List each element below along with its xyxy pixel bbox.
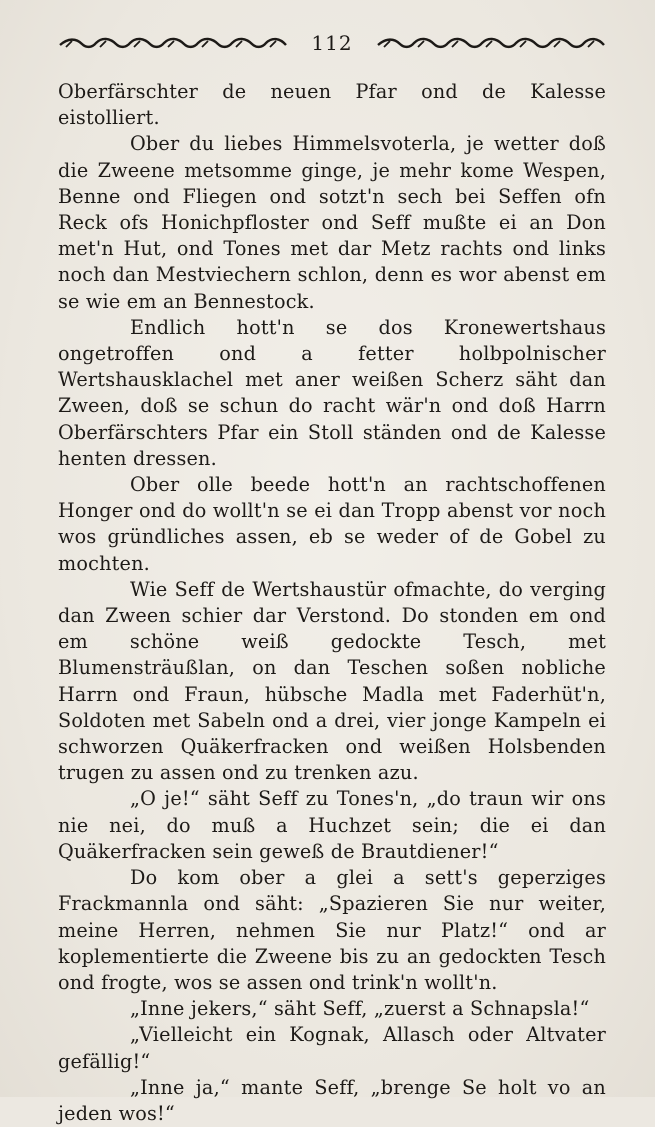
paragraph-5: Wie Seff de Wertshaustür ofmachte, do verging dan Zween schier dar Verstond. Do stonden em ond em schöne weiß gedockte Tesch, met Blumensträußlan, on dan Teschen soßen nobliche Harrn ond Fraun, hübsche Madla met Faderhüt'n, Soldoten met Sabeln ond a drei, vier jonge Kampeln ei schworzen Quäkerfracken ond weißen Holsbenden trugen zu assen ond zu trenken azu. — [58, 577, 606, 785]
paragraph-9: „Vielleicht ein Kognak, Allasch oder Altvater gefällig!“ — [58, 1023, 606, 1073]
paragraph-4: Ober olle beede hott'n an rachtschoffenen Honger ond do wollt'n se ei dan Tropp abenst vor noch wos gründliches assen, eb se weder of de Gobel zu mochten. — [58, 473, 606, 575]
left-scroll-ornament-icon — [58, 36, 288, 50]
paragraph-2: Ober du liebes Himmelsvoterla, je wetter doß die Zweene metsomme ginge, je mehr kome Wespen, Benne ond Fliegen ond sotzt'n sech bei Seffen ofn Reck ofs Honichpfloster ond Seff mußte ei an Don met'n Hut, ond Tones met dar Metz rachts ond links noch dan Mestviechern schlon, denn es wor abenst em se wie em an Bennestock. — [58, 132, 606, 313]
paragraph-1: Oberfärschter de neuen Pfar ond de Kalesse eistolliert. — [58, 80, 606, 130]
page-number: 112 — [311, 31, 353, 55]
paragraph-10: „Inne ja,“ mante Seff, „brenge Se holt vo an jeden wos!“ — [58, 1075, 606, 1125]
paragraph-6: „O je!“ säht Seff zu Tones'n, „do traun wir ons nie nei, do muß a Huchzet sein; die ei dan Quäkerfracken sein geweß de Brautdiener!“ — [58, 787, 606, 863]
page-header — [58, 30, 606, 56]
right-scroll-ornament-icon — [376, 36, 606, 50]
paragraph-3: Endlich hott'n se dos Kronewertshaus ongetroffen ond a fetter holbpolnischer Wertshausklachel met aner weißen Scherz säht dan Zween, doß se schun do racht wär'n ond doß Harrn Oberfärschters Pfar ein Stoll ständen ond de Kalesse henten dressen. — [58, 315, 606, 470]
paragraph-8: „Inne jekers,“ säht Seff, „zuerst a Schnapsla!“ — [130, 997, 590, 1021]
body-text — [58, 79, 606, 1127]
paragraph-7: Do kom ober a glei a sett's geperziges Frackmannla ond säht: „Spazieren Sie nur weiter, meine Herren, nehmen Sie nur Platz!“ ond ar koplementierte die Zweene bis zu an gedockten Tesch ond frogte, wos se assen ond trink'n wollt'n. — [58, 866, 606, 994]
